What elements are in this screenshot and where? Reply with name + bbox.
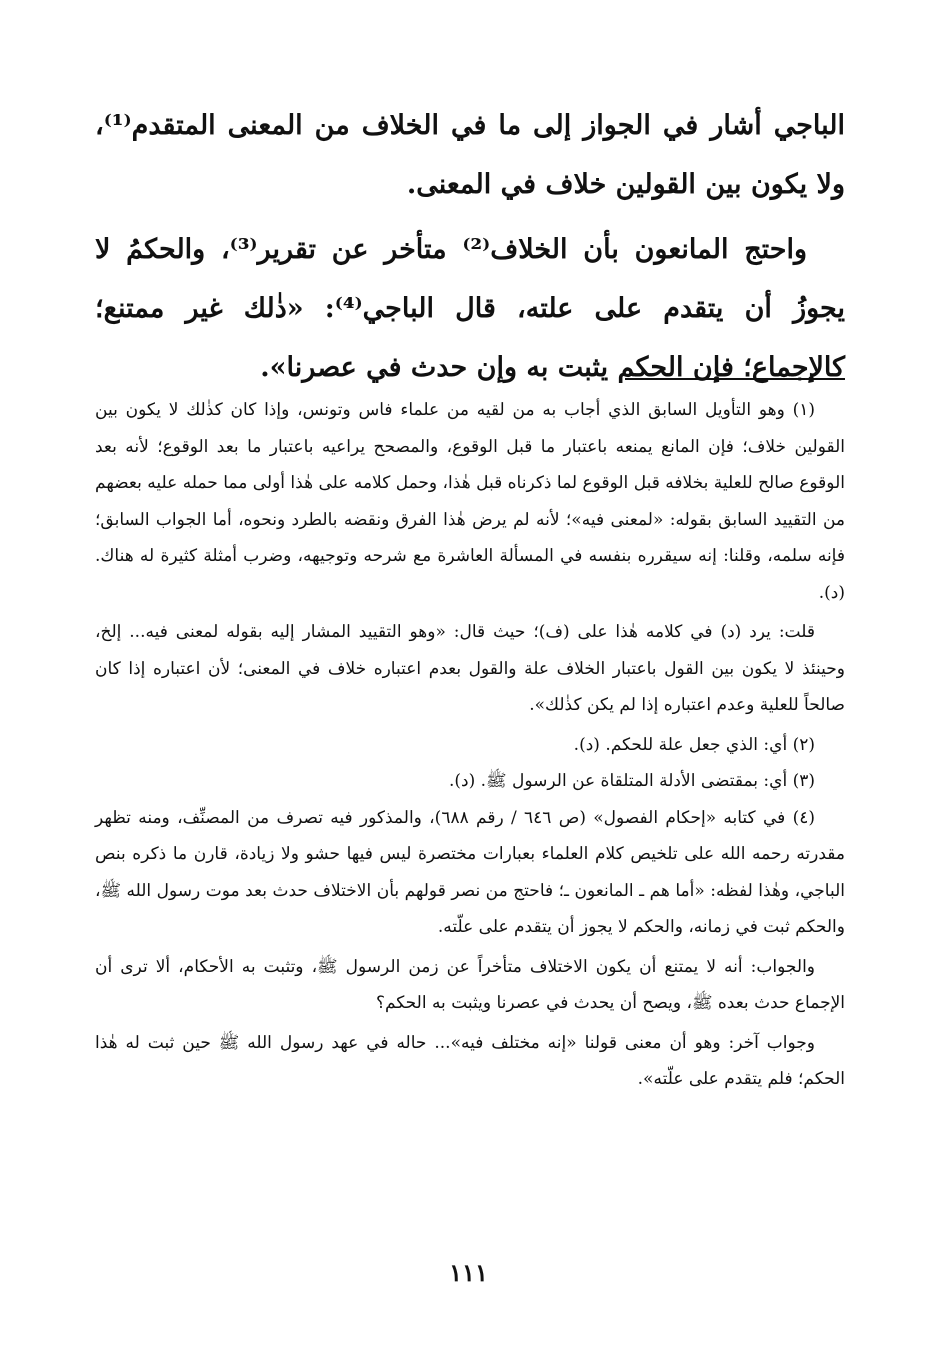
footnote-divider	[625, 378, 845, 380]
footnote-3: (٣) أي: بمقتضى الأدلة المتلقاة عن الرسول ﷺ. (د).	[449, 771, 815, 791]
footnote-2: (٢) أي: الذي جعل علة للحكم. (د).	[573, 734, 815, 755]
main-paragraph: واحتج المانعون بأن الخلاف⁽²⁾ متأخر عن تقرير⁽³⁾، والحكمُ لا يجوزُ أن يتقدم على علته، قال الباجي⁽⁴⁾: «ذٰلك غير ممتنع؛ كالإجماع؛ فإن الحكم يثبت به وإن حدث في عصرنا».	[95, 234, 845, 383]
footnote-4-other-answer: وجواب آخر: وهو أن معنى قولنا «إنه مختلف فيه»... حاله في عهد رسول الله ﷺ حين ثبت له هٰذا الحكم؛ فلم يتقدم على علّته».	[95, 1032, 845, 1089]
footnote-4: (٤) في كتابه «إحكام الفصول» (ص ٦٤٦ / رقم ٦٨٨)، والمذكور فيه تصرف من المصنِّف، ومنه تظهر مقدرته رحمه الله على تلخيص كلام العلماء بعبارات مختصرة ليس فيها حشو ولا زيادة، قارن ما ذكره بنص الباجي، وهٰذا لفظه: «أما هم ـ المانعون ـ؛ فاحتج من نصر قولهم بأن الاختلاف حدث بعد موت رسول الله ﷺ، والحكم ثبت في زمانه، والحكم لا يجوز أن يتقدم على علّته.	[95, 807, 845, 937]
page-number: ١١١	[449, 1258, 488, 1287]
main-paragraph: الباجي أشار في الجواز إلى ما في الخلاف من المعنى المتقدم⁽¹⁾، ولا يكون بين القولين خلاف في المعنى.	[95, 110, 845, 200]
footnote-1: (١) وهو التأويل السابق الذي أجاب به من لقيه من علماء فاس وتونس، وإذا كان كذٰلك لا يكون بين القولين خلاف؛ فإن المانع يمنعه باعتبار ما قبل الوقوع، والمصحح يراعيه باعتبار ما بعد الوقوع؛ لأنه بعد الوقوع صالح للعلية بخلافه قبل الوقوع لما ذكرناه قبل هٰذا، وحمل كلامه على هٰذا أولى مما حمله عليه بعضهم من التقييد السابق بقوله: «لمعنى فيه»؛ لأنه لم يرض هٰذا الفرق ونقضه بالطرد ونحوه، أما الجواب السابق؛ فإنه سلمه، وقلنا: إنه سيقرره بنفسه في المسألة العاشرة مع شرحه وتوجيهه، وضرب أمثلة كثيرة له هناك. (د).	[95, 400, 845, 603]
footnotes-block	[95, 392, 845, 1098]
main-text-block	[95, 96, 845, 397]
footnote-4-answer: والجواب: أنه لا يمتنع أن يكون الاختلاف متأخراً عن زمن الرسول ﷺ، وتثبت به الأحكام، ألا ترى أن الإجماع حدث بعده ﷺ، ويصح أن يحدث في عصرنا ويثبت به الحكم؟	[95, 956, 845, 1013]
footnote-1-comment: قلت: يرد (د) في كلامه هٰذا على (ف)؛ حيث قال: «وهو التقييد المشار إليه بقوله لمعنى فيه... إلخ، وحينئذ لا يكون بين القول باعتبار الخلاف علة والقول بعدم اعتباره خلاف في المعنى؛ لأن اعتباره إذا كان صالحاً للعلية وعدم اعتباره إذا لم يكن كذٰلك».	[95, 622, 845, 715]
